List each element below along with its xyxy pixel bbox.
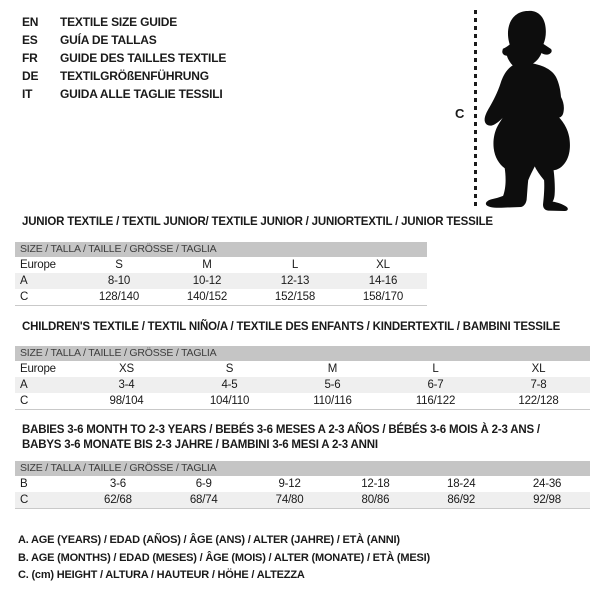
babies-table-title-line2: BABYS 3-6 MONATE BIS 2-3 JAHRE / BAMBINI 3-6 MESI A 2-3 ANNI — [22, 439, 378, 451]
legend-line-b: B. AGE (MONTHS) / EDAD (MESES) / ÂGE (MOIS) / ALTER (MONATE) / ETÀ (MESI) — [18, 551, 430, 564]
children-size-table — [15, 346, 590, 410]
size-cell: 12-18 — [361, 478, 390, 490]
language-code: IT — [22, 87, 33, 101]
size-cell: 80/86 — [361, 494, 390, 506]
size-cell: 158/170 — [362, 291, 404, 303]
language-code: FR — [22, 51, 38, 65]
row-label-cell: A — [20, 275, 28, 287]
size-cell: 128/140 — [98, 291, 140, 303]
height-measure-label: C — [455, 106, 465, 121]
size-cell: 18-24 — [447, 478, 476, 490]
language-code: ES — [22, 33, 38, 47]
size-cell: 10-12 — [192, 275, 222, 287]
language-row — [22, 13, 226, 31]
size-header-bar: SIZE / TALLA / TAILLE / GRÖSSE / TAGLIA — [15, 242, 427, 257]
size-header-bar: SIZE / TALLA / TAILLE / GRÖSSE / TAGLIA — [15, 346, 590, 361]
junior-size-table — [15, 242, 427, 306]
language-code: EN — [22, 15, 39, 29]
language-title: GUIDA ALLE TAGLIE TESSILI — [60, 87, 223, 101]
size-cell: 74/80 — [275, 494, 304, 506]
size-cell: 24-36 — [532, 478, 562, 490]
row-label-cell: C — [20, 395, 29, 407]
size-header-bar: SIZE / TALLA / TAILLE / GRÖSSE / TAGLIA — [15, 461, 590, 476]
babies-table-title-line1: BABIES 3-6 MONTH TO 2-3 YEARS / BEBÉS 3-6 MESES A 2-3 AÑOS / BÉBÉS 3-6 MOIS À 2-3 ANS / — [22, 424, 540, 436]
row-label-cell: A — [20, 379, 28, 391]
size-cell: 3-4 — [118, 379, 135, 391]
size-cell: XL — [376, 259, 390, 271]
size-cell: 86/92 — [447, 494, 476, 506]
size-cell: L — [432, 363, 439, 375]
size-cell: XS — [119, 363, 134, 375]
size-cell: 6-9 — [195, 478, 212, 490]
size-cell: 62/68 — [104, 494, 132, 506]
row-label-cell: C — [20, 291, 29, 303]
row-label-cell: B — [20, 478, 28, 490]
table-row — [15, 273, 427, 289]
size-cell: 6-7 — [427, 379, 444, 391]
size-cell: 152/158 — [274, 291, 316, 303]
size-cell: 3-6 — [109, 478, 126, 490]
table-row — [15, 257, 427, 273]
language-row — [22, 85, 226, 103]
language-row — [22, 31, 226, 49]
size-cell: 68/74 — [189, 494, 218, 506]
size-cell: 9-12 — [278, 478, 301, 490]
table-row — [15, 393, 590, 409]
language-title: GUIDE DES TAILLES TEXTILE — [60, 51, 227, 65]
size-cell: S — [225, 363, 234, 375]
table-row — [15, 476, 590, 492]
size-cell: 7-8 — [530, 379, 547, 391]
size-cell: 4-5 — [221, 379, 238, 391]
size-cell: 110/116 — [313, 395, 352, 407]
size-cell: S — [115, 259, 123, 271]
table-row — [15, 377, 590, 393]
legend-line-a: A. AGE (YEARS) / EDAD (AÑOS) / ÂGE (ANS) / ALTER (JAHRE) / ETÀ (ANNI) — [18, 534, 400, 546]
language-row — [22, 49, 226, 67]
size-cell: XL — [531, 363, 546, 375]
junior-table-title: JUNIOR TEXTILE / TEXTIL JUNIOR/ TEXTILE JUNIOR / JUNIORTEXTIL / JUNIOR TESSILE — [22, 216, 493, 228]
language-title: TEXTILE SIZE GUIDE — [60, 15, 178, 29]
language-title: TEXTILGRÖßENFÜHRUNG — [60, 69, 209, 83]
height-measure-dashed-line — [474, 10, 477, 207]
table-row — [15, 289, 427, 305]
size-cell: 104/110 — [209, 395, 250, 407]
size-cell: 5-6 — [324, 379, 341, 391]
table-row — [15, 361, 590, 377]
language-title-list — [22, 13, 226, 103]
size-cell: 116/122 — [415, 395, 456, 407]
row-label-cell: Europe — [20, 363, 56, 375]
legend-line-c: C. (cm) HEIGHT / ALTURA / HAUTEUR / HÖHE / ALTEZZA — [18, 569, 305, 581]
size-cell: 14-16 — [368, 275, 398, 287]
row-label-cell: C — [20, 494, 29, 506]
row-label-cell: Europe — [20, 259, 56, 271]
language-code: DE — [22, 69, 39, 83]
size-cell: 12-13 — [280, 275, 310, 287]
babies-table-title — [22, 423, 540, 453]
language-title: GUÍA DE TALLAS — [60, 33, 157, 47]
size-cell: M — [202, 259, 212, 271]
size-cell: 122/128 — [518, 395, 559, 407]
size-cell: 98/104 — [109, 395, 144, 407]
size-cell: 92/98 — [533, 494, 561, 506]
size-cell: L — [291, 259, 299, 271]
toddler-silhouette-image — [480, 4, 600, 214]
table-row — [15, 492, 590, 508]
measurement-legend — [18, 532, 430, 585]
size-cell: 8-10 — [107, 275, 131, 287]
children-table-title: CHILDREN'S TEXTILE / TEXTIL NIÑO/A / TEXTILE DES ENFANTS / KINDERTEXTIL / BAMBINI TESSILE — [22, 321, 561, 333]
babies-size-table — [15, 461, 590, 509]
language-row — [22, 67, 226, 85]
size-cell: 140/152 — [186, 291, 228, 303]
size-cell: M — [327, 363, 338, 375]
